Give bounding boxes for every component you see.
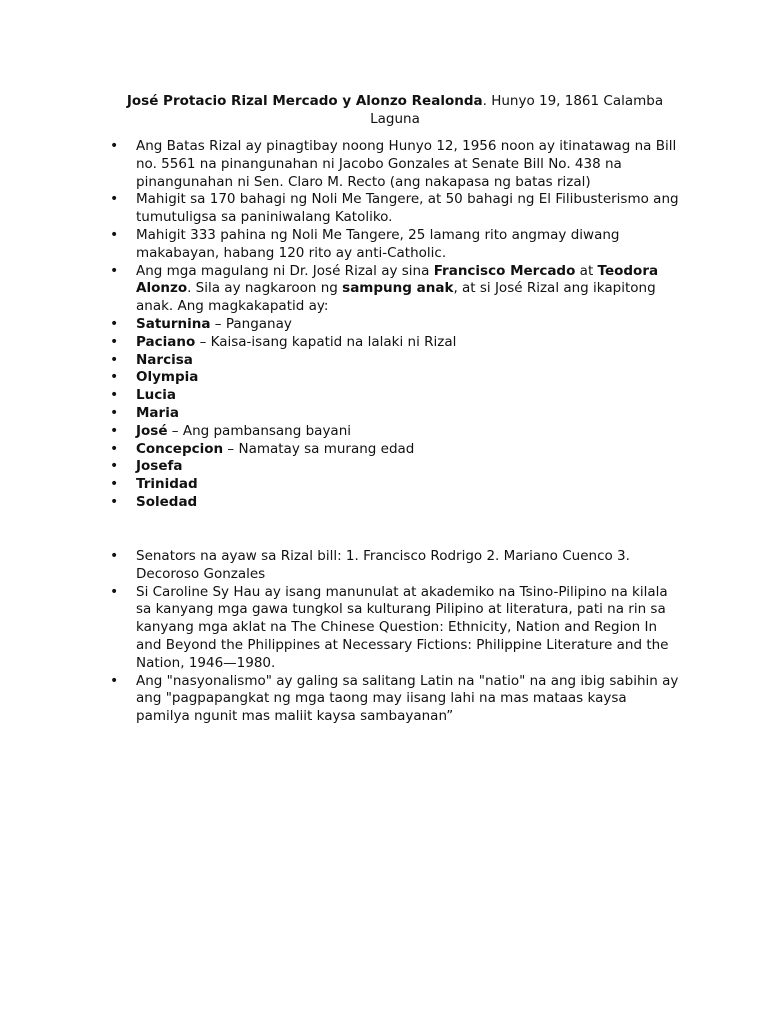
sibling-name: Saturnina: [136, 315, 211, 332]
sibling-name: Concepcion: [136, 440, 224, 457]
sibling-name: Olympia: [136, 369, 199, 386]
parents-text-3: . Sila ay nagkaroon ng: [187, 280, 343, 297]
list-item-noli-fili-bahagi: • Mahigit sa 170 bahagi ng Noli Me Tangere, at 50 bahagi ng El Filibusterismo ang tumutuligsa sa paniniwalang Katoliko.: [108, 191, 680, 227]
document-title: [100, 92, 690, 128]
sibling-item: [108, 423, 680, 441]
mother-name: Teodora Alonzo: [136, 262, 659, 297]
sibling-name: Josefa: [136, 458, 183, 475]
sibling-item: [108, 476, 680, 494]
title-name: José Protacio Rizal Mercado y Alonzo Realonda: [126, 93, 483, 109]
list-item-caroline-sy-hau: • Si Caroline Sy Hau ay isang manunulat at akademiko na Tsino-Pilipino na kilala sa kanyang mga gawa tungkol sa kulturang Pilipino at literatura, pati na rin sa kanyang mga aklat na The Chinese Question: Ethnicity, Nation and Region In and Beyond the Philippines at Necessary Fictions: Philippine Literature and the Nation, 1946—1980.: [108, 584, 680, 673]
list-item-batas-rizal: • Ang Batas Rizal ay pinagtibay noong Hunyo 12, 1956 noon ay itinatawag na Bill no. 5561 na pinangunahan ni Jacobo Gonzales at Senate Bill No. 438 na pinangunahan ni Sen. Claro M. Recto (ang nakapasa ng batas rizal): [108, 138, 680, 191]
sibling-item: [108, 369, 680, 387]
sibling-item: [108, 405, 680, 423]
list-item-noli-pahina: • Mahigit 333 pahina ng Noli Me Tangere, 25 lamang rito angmay diwang makabayan, habang 120 rito ay anti-Catholic.: [108, 227, 680, 263]
sibling-name: Lucia: [136, 387, 176, 404]
sibling-item: [108, 441, 680, 459]
sibling-note: – Kaisa-isang kapatid na lalaki ni Rizal: [195, 333, 457, 350]
title-date-place: . Hunyo 19, 1861 Calamba Laguna: [370, 93, 664, 127]
sibling-note: – Namatay sa murang edad: [223, 440, 415, 457]
children-count: sampung anak: [342, 280, 454, 297]
sibling-item: [108, 387, 680, 405]
bullet-list-additional-notes: [108, 548, 680, 726]
sibling-name: Soledad: [136, 493, 198, 510]
sibling-item: [108, 316, 680, 334]
list-item-magulang: [108, 263, 680, 316]
bullet-list-rizal-facts: [108, 138, 680, 512]
parents-text-2: at: [575, 262, 598, 279]
father-name: Francisco Mercado: [433, 262, 576, 279]
sibling-note: – Ang pambansang bayani: [167, 422, 352, 439]
sibling-note: – Panganay: [210, 315, 292, 332]
sibling-name: Maria: [136, 404, 179, 421]
sibling-name: Paciano: [136, 333, 196, 350]
sibling-item: [108, 334, 680, 352]
sibling-name: José: [136, 422, 168, 439]
parents-text-1: Ang mga magulang ni Dr. José Rizal ay sina: [136, 262, 434, 279]
list-item-nasyonalismo: • Ang "nasyonalismo" ay galing sa salitang Latin na "natio" na ang ibig sabihin ay ang "pagpapangkat ng mga taong may iisang lahi na mas mataas kaysa pamilya ngunit mas maliit kaysa sambayanan”: [108, 673, 680, 726]
sibling-item: [108, 494, 680, 512]
sibling-item: [108, 352, 680, 370]
parents-text-4: , at si José Rizal ang ikapitong anak. Ang magkakapatid ay:: [136, 280, 656, 315]
list-item-senators: • Senators na ayaw sa Rizal bill: 1. Francisco Rodrigo 2. Mariano Cuenco 3. Decoroso Gonzales: [108, 548, 680, 584]
sibling-name: Narcisa: [136, 351, 193, 368]
sibling-item: [108, 458, 680, 476]
sibling-name: Trinidad: [136, 476, 198, 493]
